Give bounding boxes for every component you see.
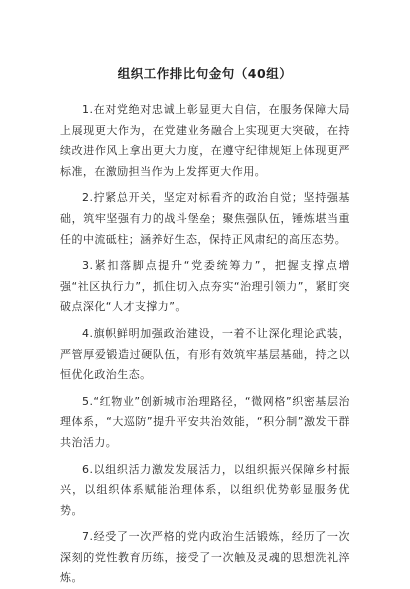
paragraph-7: 7.经受了一次严格的党内政治生活锻炼，经历了一次深刻的党性教育历练，接受了一次触及灵魂的思想洗礼淬炼。 [60,530,350,585]
paragraph-1: 1.在对党绝对忠诚上彰显更大自信，在服务保障大局上展现更大作为，在党建业务融合上实现更大突破，在持续改进作风上拿出更大力度，在遵守纪律规矩上体现更严标准，在激励担当作为上发挥更大作用。 [60,103,350,178]
document-title: 组织工作排比句金句（40组） [117,66,293,81]
paragraph-3: 3.紧扣落脚点提升“党委统筹力”，把握支撑点增强“社区执行力”，抓住切入点夯实“治理引领力”，紧盯突破点深化“人才支撑力”。 [60,259,350,314]
paragraph-5: 5.“红物业”创新城市治理路径，“微网格”织密基层治理体系，“大巡防”提升平安共治效能，“积分制”激发干群共治活力。 [60,394,350,449]
paragraph-2: 2.拧紧总开关，坚定对标看齐的政治自觉；坚持强基础，筑牢坚强有力的战斗堡垒；聚焦强队伍，锤炼堪当重任的中流砥柱；涵养好生态，保持正风肃纪的高压态势。 [60,191,350,246]
paragraph-6: 6.以组织活力激发发展活力，以组织振兴保障乡村振兴，以组织体系赋能治理体系，以组织优势彰显服务优势。 [60,462,350,517]
paragraph-4: 4.旗帜鲜明加强政治建设，一着不让深化理论武装，严管厚爱锻造过硬队伍，有形有效筑牢基层基础，持之以恒优化政治生态。 [60,326,350,382]
